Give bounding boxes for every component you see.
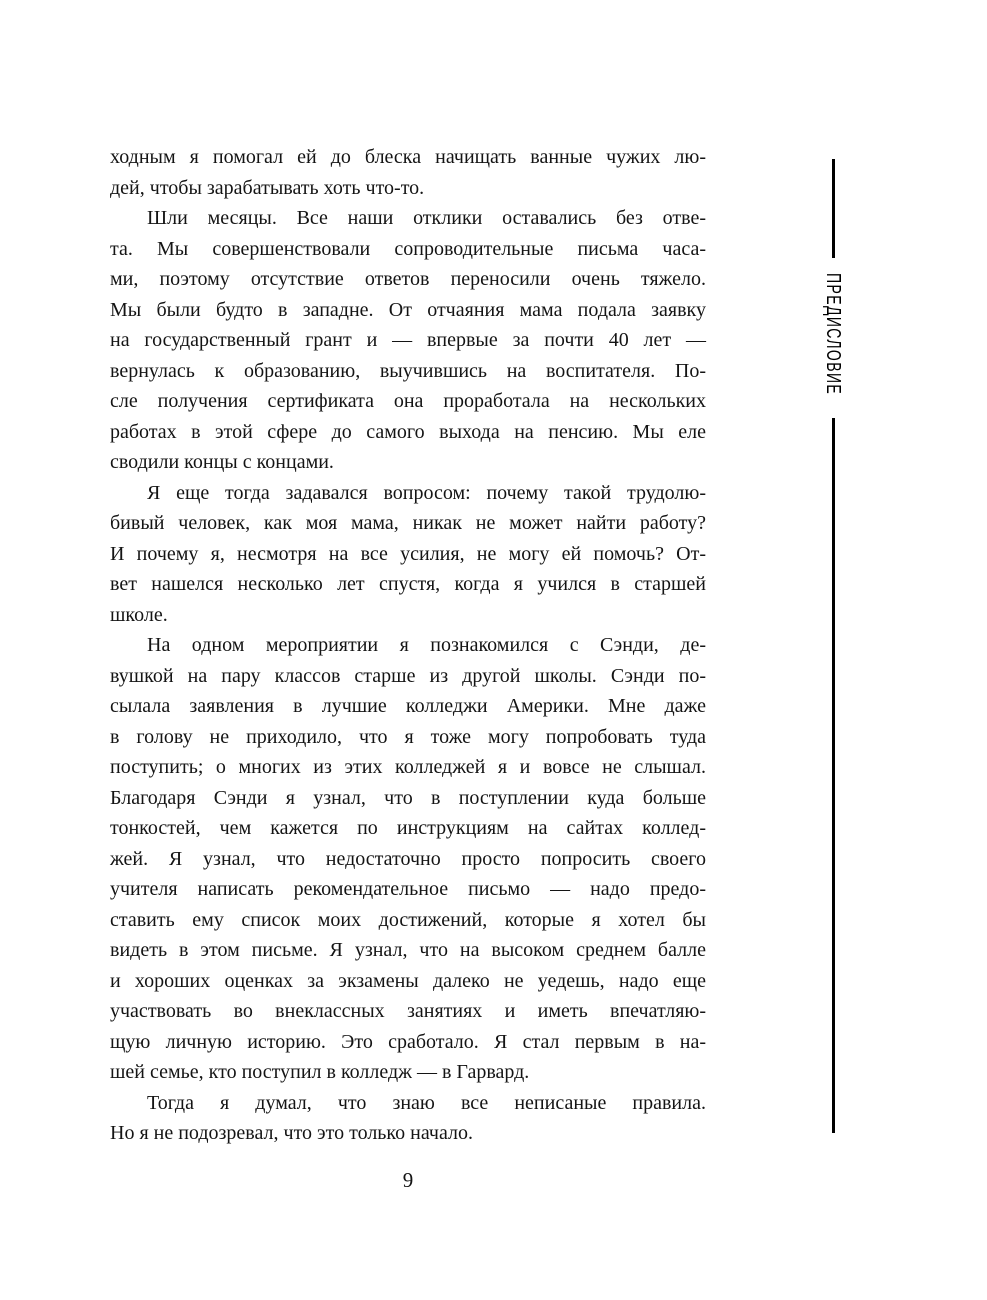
chapter-title-vertical: ПРЕДИСЛОВИЕ	[822, 273, 844, 396]
page-number: 9	[402, 1168, 414, 1192]
text-line: Мы были будто в западне. От отчаяния мама подала заявку	[110, 298, 706, 321]
text-line: та. Мы совершенствовали сопроводительные письма часа-	[110, 237, 706, 260]
text-line: Тогда я думал, что знаю все неписаные правила.	[147, 1091, 706, 1114]
text-line: Благодаря Сэнди я узнал, что в поступлении куда больше	[110, 786, 706, 809]
text-line: школе.	[110, 603, 168, 626]
sidebar-rule-top	[832, 159, 835, 258]
text-line: дей, чтобы зарабатывать хоть что-то.	[110, 176, 425, 199]
body-text	[110, 142, 706, 1149]
text-line: вушкой на пару классов старше из другой школы. Сэнди по-	[110, 664, 706, 687]
sidebar-rule-bottom	[832, 418, 835, 1133]
text-line: сылала заявления в лучшие колледжи Америки. Мне даже	[110, 695, 706, 717]
text-line: учителя написать рекомендательное письмо — надо предо-	[110, 878, 706, 900]
paragraph	[110, 1088, 706, 1149]
text-line: ставить ему список моих достижений, которые я хотел бы	[110, 908, 706, 931]
text-line: ходным я помогал ей до блеска начищать ванные чужих лю-	[110, 146, 706, 168]
paragraph	[110, 142, 706, 203]
text-line: поступить; о многих из этих колледжей я и вовсе не слышал.	[110, 756, 706, 778]
text-line: участвовать во внеклассных занятиях и иметь впечатляю-	[110, 1000, 706, 1022]
text-line: жей. Я узнал, что недостаточно просто попросить своего	[110, 847, 706, 870]
text-line: работах в этой сфере до самого выхода на пенсию. Мы еле	[110, 420, 706, 443]
text-line: шей семье, кто поступил в колледж — в Гарвард.	[110, 1061, 530, 1083]
paragraph	[110, 630, 706, 1088]
text-line: видеть в этом письме. Я узнал, что на высоком среднем балле	[110, 939, 706, 961]
text-line: сле получения сертификата она проработала на нескольких	[110, 390, 706, 412]
text-line: ми, поэтому отсутствие ответов переносили очень тяжело.	[110, 268, 706, 290]
text-line: тонкостей, чем кажется по инструкциям на сайтах коллед-	[110, 817, 706, 839]
text-line: на государственный грант и — впервые за почти 40 лет —	[110, 329, 706, 351]
text-line: бивый человек, как моя мама, никак не может найти работу?	[110, 512, 706, 534]
text-line: Шли месяцы. Все наши отклики оставались без отве-	[147, 207, 706, 229]
text-line: в голову не приходило, что я тоже могу попробовать туда	[110, 725, 706, 748]
text-line: Но я не подозревал, что это только начало.	[110, 1122, 473, 1144]
paragraph	[110, 478, 706, 631]
text-line: щую личную историю. Это сработало. Я стал первым в на-	[110, 1030, 706, 1053]
text-line: сводили концы с концами.	[110, 451, 334, 473]
paragraph	[110, 203, 706, 478]
text-line: вет нашелся несколько лет спустя, когда я учился в старшей	[110, 573, 706, 595]
text-line: Я еще тогда задавался вопросом: почему такой трудолю-	[147, 481, 706, 504]
text-line: И почему я, несмотря на все усилия, не могу ей помочь? От-	[110, 542, 706, 565]
text-line: и хороших оценках за экзамены далеко не уедешь, надо еще	[110, 969, 706, 992]
text-line: На одном мероприятии я познакомился с Сэнди, де-	[147, 634, 706, 656]
text-line: вернулась к образованию, выучившись на воспитателя. По-	[110, 359, 706, 382]
